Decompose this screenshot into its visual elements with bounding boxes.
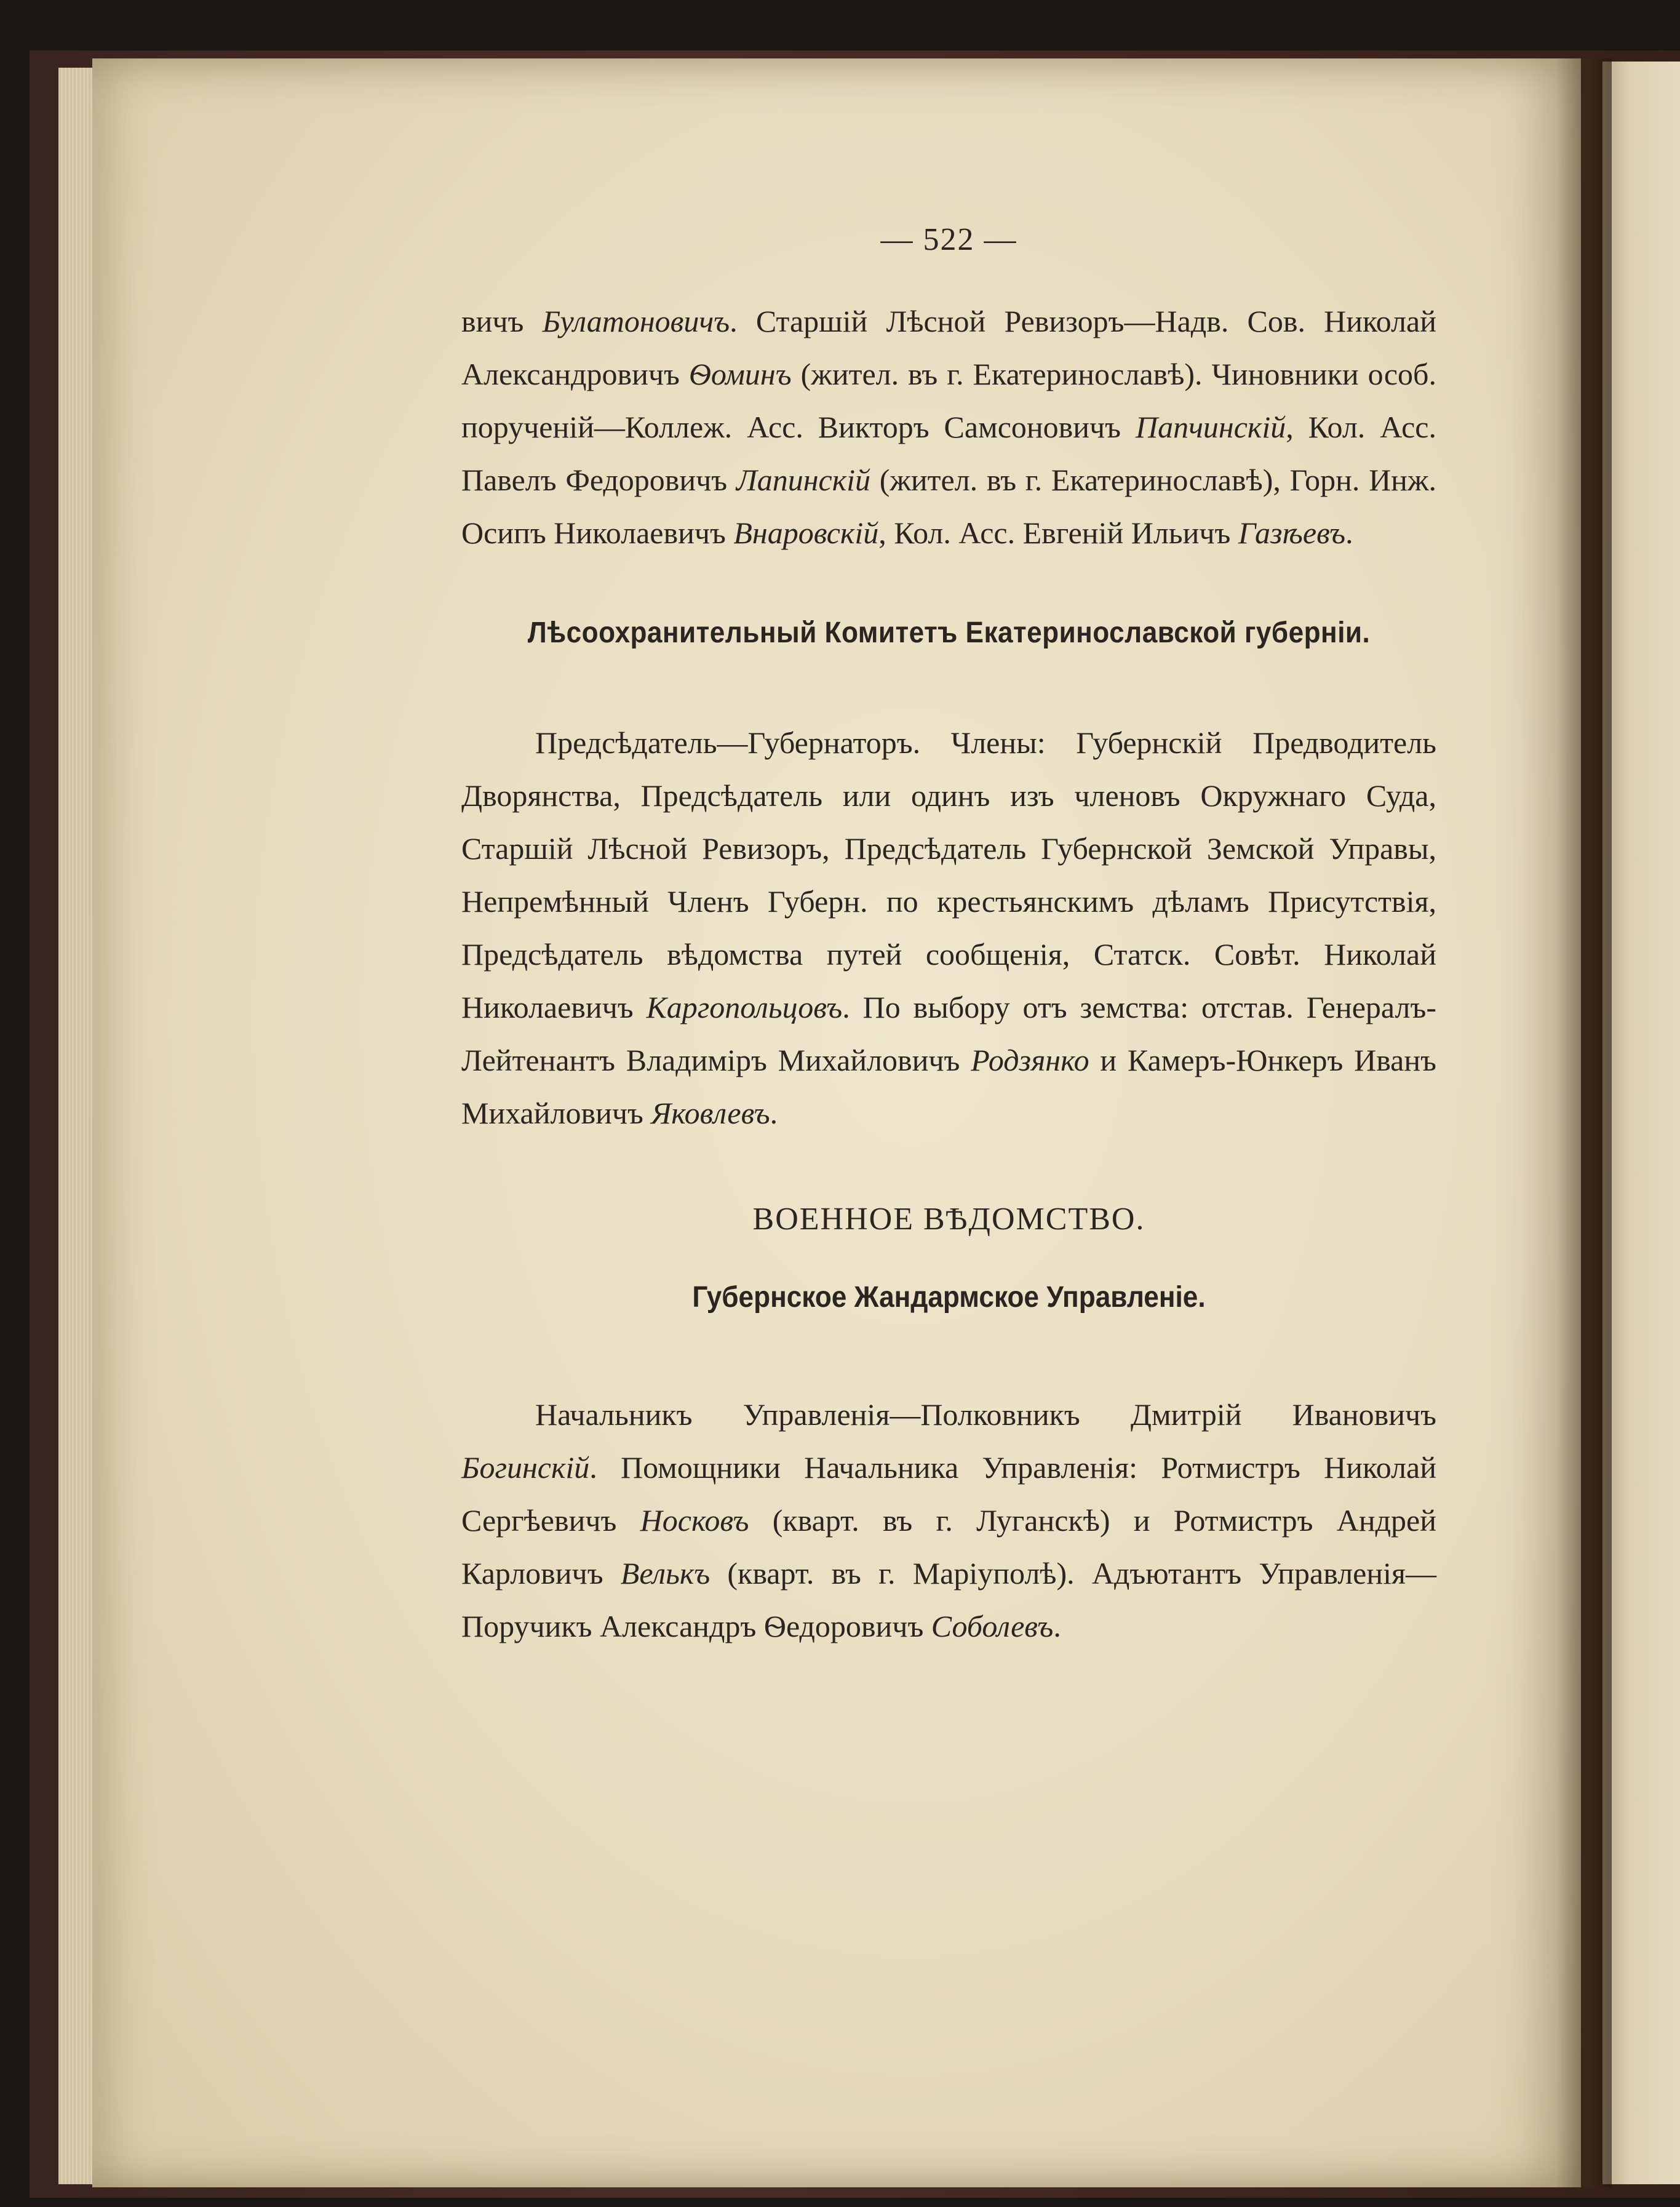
text-run: . По выбору отъ земства: отстав. Генералъ-Лейтенантъ Владиміръ Михайловичъ — [461, 990, 1436, 1077]
paragraph-committee-members — [461, 716, 1436, 1139]
text-run: (жител. въ г. Екатеринославѣ), Горн. Инж. Осипъ Николаевичъ — [461, 463, 1436, 550]
paragraph-forestry-officials — [461, 295, 1436, 559]
text-run: . Старшій Лѣсной Ревизоръ—Надв. Сов. Николай Александровичъ — [461, 304, 1437, 391]
text-run: Начальникъ Управленія—Полковникъ Дмитрій Ивановичъ — [535, 1397, 1436, 1432]
text-run: (кварт. въ г. Маріуполѣ). Адъютантъ Управленія—Поручикъ Александръ Ѳедоровичъ — [461, 1556, 1436, 1643]
text-run: , Кол. Асс. Евгеній Ильичъ — [878, 516, 1238, 550]
page-text — [461, 221, 1436, 1653]
surname: Булатоновичъ — [542, 304, 730, 338]
surname: Ѳоминъ — [688, 357, 792, 391]
surname: Родзянко — [971, 1043, 1089, 1077]
text-run: вичъ — [461, 304, 543, 338]
surname: Папчинскій — [1135, 410, 1286, 444]
text-run: . — [1345, 516, 1353, 550]
text-run: Предсѣдатель—Губернаторъ. Члены: Губернскій Предводитель Дворянства, Предсѣдатель или одинъ изъ членовъ Окружнаго Суда, Старшій Лѣсной Ревизоръ, Предсѣдатель Губернской Земской Управы, Непремѣнный Членъ Губерн. по крестьянскимъ дѣламъ Присутствія, Предсѣдатель вѣдомства путей сообщенія, Статск. Совѣт. Николай Николаевичъ — [461, 725, 1436, 1024]
text-run: и Камеръ-Юнкеръ Иванъ Михайловичъ — [461, 1043, 1436, 1130]
right-page-edge — [1602, 62, 1680, 2184]
section-heading-forest-committee: Лѣсоохранительный Комитетъ Екатеринославской губерніи. — [527, 617, 1371, 649]
text-run: . Помощники Начальника Управленія: Ротмистръ Николай Сергѣевичъ — [461, 1450, 1436, 1538]
text-run: . — [1053, 1609, 1061, 1643]
surname: Каргопольцовъ — [646, 990, 843, 1024]
text-run: . — [770, 1096, 778, 1130]
page-gutter — [1556, 58, 1612, 2187]
surname: Богинскій — [461, 1450, 590, 1485]
surname: Лапинскій — [736, 463, 871, 497]
surname: Газѣевъ — [1238, 516, 1346, 550]
paragraph-gendarmerie-officials — [461, 1388, 1436, 1653]
text-run: (жител. въ г. Екатеринославѣ). Чиновники особ. порученій—Коллеж. Асс. Викторъ Самсоновичъ — [461, 357, 1436, 444]
text-run: (кварт. въ г. Луганскѣ) и Ротмистръ Андрей Карловичъ — [461, 1503, 1436, 1590]
page-number: — 522 — — [880, 222, 1017, 257]
surname: Велькъ — [620, 1556, 711, 1590]
surname: Яковлевъ — [651, 1096, 770, 1130]
surname: Внаровскій — [733, 516, 879, 550]
text-run: , Кол. Асс. Павелъ Федоровичъ — [461, 410, 1436, 497]
section-heading-gendarmerie: Губернское Жандармское Управленіе. — [692, 1281, 1206, 1314]
section-heading-military: ВОЕННОЕ ВѢДОМСТВО. — [752, 1202, 1145, 1237]
surname: Соболевъ — [931, 1609, 1054, 1643]
surname: Носковъ — [640, 1503, 749, 1538]
